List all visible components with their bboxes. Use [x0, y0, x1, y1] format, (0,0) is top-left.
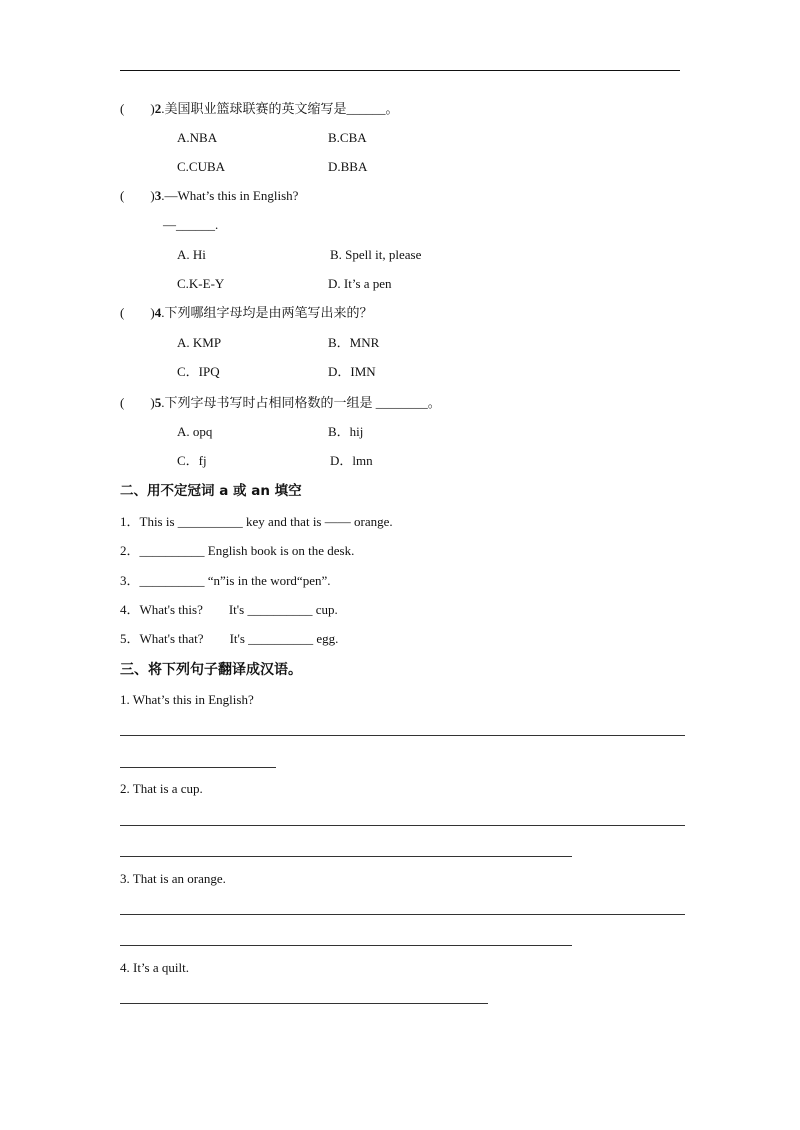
answer-paren: ( ): [120, 305, 155, 320]
question-3-stem: [120, 188, 298, 204]
question-number: 3: [154, 188, 162, 203]
answer-paren: ( ): [120, 395, 155, 410]
answer-line[interactable]: [120, 945, 572, 946]
fill-blank-item-2: 2．__________ English book is on the desk.: [120, 543, 355, 558]
answer-paren: ( ): [120, 101, 155, 116]
question-number: 5: [154, 395, 162, 410]
question-text: .—What’s this in English?: [161, 188, 299, 203]
option-c: C．fj: [177, 453, 207, 468]
answer-line[interactable]: [120, 914, 685, 915]
section-2-title: 二、用不定冠词 a 或 an 填空: [120, 483, 302, 499]
header-rule: [120, 70, 680, 71]
question-text: .下列字母书写时占相同格数的一组是 ________。: [161, 395, 441, 410]
fill-blank-item-5: 5．What's that? It's __________ egg.: [120, 631, 339, 646]
option-a: A. KMP: [177, 335, 222, 350]
fill-blank-item-1: 1．This is __________ key and that is —— orange.: [120, 514, 393, 529]
translate-item-1: 1. What’s this in English?: [120, 692, 254, 707]
option-a: A. opq: [177, 424, 213, 439]
question-number: 2: [154, 101, 162, 116]
translate-item-4: 4. It’s a quilt.: [120, 960, 189, 975]
option-c: C.CUBA: [177, 159, 226, 174]
answer-line[interactable]: [120, 735, 685, 736]
answer-line[interactable]: [120, 767, 276, 768]
option-d: D.BBA: [328, 159, 368, 174]
option-c: C.K-E-Y: [177, 276, 225, 291]
option-d: D. It’s a pen: [328, 276, 392, 291]
option-a: A.NBA: [177, 130, 218, 145]
translate-item-2: 2. That is a cup.: [120, 781, 203, 796]
question-2-stem: [120, 101, 398, 117]
question-3-response-line: —______.: [163, 217, 219, 232]
option-b: B. Spell it, please: [330, 247, 422, 262]
answer-line[interactable]: [120, 825, 685, 826]
answer-line[interactable]: [120, 1003, 488, 1004]
answer-line[interactable]: [120, 856, 572, 857]
option-b: B．MNR: [328, 335, 380, 350]
option-b: B.CBA: [328, 130, 367, 145]
question-5-stem: [120, 395, 441, 411]
option-d: D．lmn: [330, 453, 373, 468]
fill-blank-item-3: 3．__________ “n”is in the word“pen”.: [120, 573, 331, 588]
question-4-stem: [120, 305, 372, 321]
option-c: C．IPQ: [177, 364, 220, 379]
translate-item-3: 3. That is an orange.: [120, 871, 226, 886]
option-b: B．hij: [328, 424, 364, 439]
question-text: .美国职业篮球联赛的英文缩写是______。: [161, 101, 399, 116]
question-text: .下列哪组字母均是由两笔写出来的？: [161, 305, 373, 320]
answer-paren: ( ): [120, 188, 155, 203]
option-a: A. Hi: [177, 247, 206, 262]
fill-blank-item-4: 4．What's this? It's __________ cup.: [120, 602, 338, 617]
section-3-title: 三、将下列句子翻译成汉语。: [120, 662, 302, 678]
question-number: 4: [154, 305, 162, 320]
option-d: D．IMN: [328, 364, 376, 379]
